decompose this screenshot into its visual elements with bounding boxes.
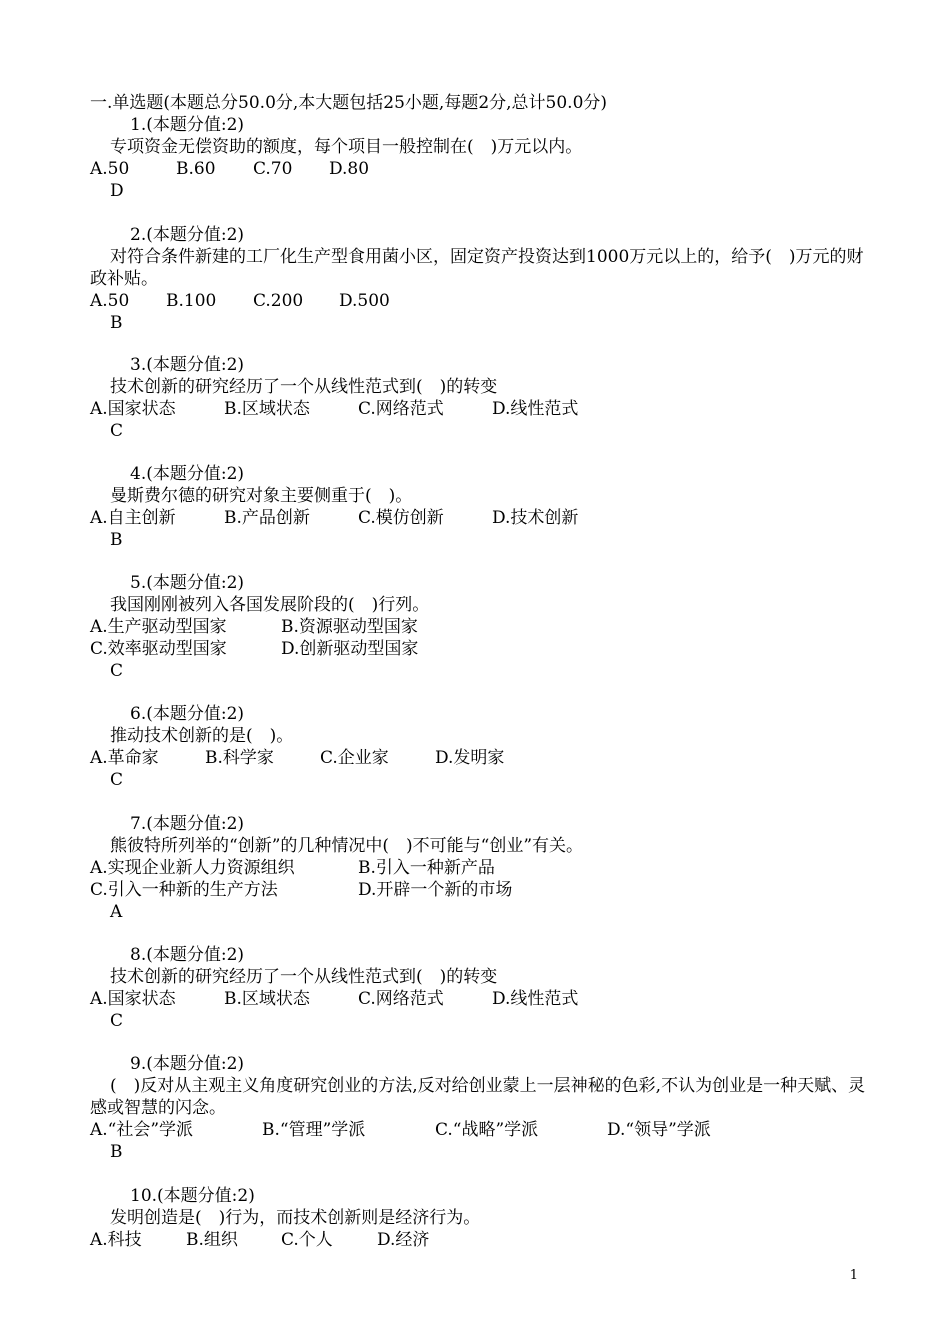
option-d: D.发明家	[435, 748, 505, 768]
option-a: A.50	[90, 159, 130, 179]
option-b: B.引入一种新产品	[358, 858, 495, 878]
option-a: A.革命家	[90, 748, 159, 768]
question-3	[90, 354, 870, 442]
option-a: A.实现企业新人力资源组织	[90, 858, 295, 878]
option-d: D.技术创新	[492, 508, 579, 528]
option-b: B.科学家	[205, 748, 274, 768]
option-b: B.100	[166, 291, 217, 311]
option-a: A.国家状态	[90, 989, 176, 1009]
answer: B	[110, 313, 123, 333]
question-10	[90, 1185, 870, 1251]
question-7	[90, 813, 870, 923]
page-number: 1	[849, 1268, 858, 1283]
question-1	[90, 114, 870, 202]
options-row	[90, 857, 870, 879]
options-row	[90, 1229, 870, 1251]
option-c: C.网络范式	[358, 989, 444, 1009]
option-c: C.网络范式	[358, 399, 444, 419]
question-6	[90, 703, 870, 791]
question-stem: 熊彼特所列举的“创新”的几种情况中( )不可能与“创业”有关。	[110, 836, 584, 856]
question-9	[90, 1053, 870, 1163]
answer: C	[110, 421, 124, 441]
question-stem: 技术创新的研究经历了一个从线性范式到( )的转变	[110, 377, 498, 397]
question-stem: 我国刚刚被列入各国发展阶段的( )行列。	[110, 595, 430, 615]
option-c: C.200	[253, 291, 304, 311]
option-c: C.企业家	[320, 748, 389, 768]
option-c: C.“战略”学派	[435, 1120, 539, 1140]
question-header: 4.(本题分值:2)	[130, 464, 245, 484]
option-c: C.个人	[281, 1230, 333, 1250]
options-row	[90, 507, 870, 529]
answer: D	[110, 181, 124, 201]
option-a: A.“社会”学派	[90, 1120, 194, 1140]
question-4	[90, 463, 870, 551]
question-header: 9.(本题分值:2)	[130, 1054, 245, 1074]
option-d: D.经济	[377, 1230, 430, 1250]
answer: C	[110, 770, 124, 790]
question-header: 8.(本题分值:2)	[130, 945, 245, 965]
question-2	[90, 224, 870, 334]
option-d: D.80	[329, 159, 370, 179]
option-a: A.生产驱动型国家	[90, 617, 227, 637]
question-header: 10.(本题分值:2)	[130, 1186, 255, 1206]
question-stem: 发明创造是( )行为，而技术创新则是经济行为。	[110, 1208, 481, 1228]
option-d: D.线性范式	[492, 399, 579, 419]
option-a: A.自主创新	[90, 508, 176, 528]
option-b: B.“管理”学派	[262, 1120, 366, 1140]
question-stem: 技术创新的研究经历了一个从线性范式到( )的转变	[110, 967, 498, 987]
answer: B	[110, 1142, 123, 1162]
option-b: B.产品创新	[224, 508, 310, 528]
options-row	[90, 988, 870, 1010]
answer: A	[110, 902, 123, 922]
question-header: 6.(本题分值:2)	[130, 704, 245, 724]
options-row	[90, 747, 870, 769]
option-a: A.国家状态	[90, 399, 176, 419]
option-b: B.组织	[186, 1230, 238, 1250]
option-b: B.资源驱动型国家	[281, 617, 418, 637]
answer: C	[110, 1011, 124, 1031]
option-d: D.“领导”学派	[607, 1120, 711, 1140]
question-stem: 专项资金无偿资助的额度，每个项目一般控制在( )万元以内。	[110, 137, 583, 157]
question-header: 1.(本题分值:2)	[130, 115, 245, 135]
option-c: C.70	[253, 159, 293, 179]
question-5	[90, 572, 870, 682]
options-row	[90, 1119, 870, 1141]
question-header: 5.(本题分值:2)	[130, 573, 245, 593]
options-row	[90, 158, 870, 180]
option-d: D.500	[339, 291, 390, 311]
option-b: B.60	[176, 159, 216, 179]
option-b: B.区域状态	[224, 989, 310, 1009]
section-title: 一.单选题(本题总分50.0分,本大题包括25小题,每题2分,总计50.0分)	[90, 93, 608, 113]
options-row	[90, 290, 870, 312]
option-d: D.线性范式	[492, 989, 579, 1009]
question-header: 3.(本题分值:2)	[130, 355, 245, 375]
option-a: A.50	[90, 291, 130, 311]
option-a: A.科技	[90, 1230, 142, 1250]
question-stem: 推动技术创新的是( )。	[110, 726, 294, 746]
question-stem: 曼斯费尔德的研究对象主要侧重于( )。	[110, 486, 413, 506]
option-c: C.效率驱动型国家	[90, 639, 227, 659]
options-row	[90, 879, 870, 901]
options-row	[90, 398, 870, 420]
options-row	[90, 616, 870, 638]
answer: B	[110, 530, 123, 550]
question-header: 7.(本题分值:2)	[130, 814, 245, 834]
answer: C	[110, 661, 124, 681]
question-stem: 对符合条件新建的工厂化生产型食用菌小区，固定资产投资达到1000万元以上的，给予( )万元的财政补贴。	[90, 247, 864, 289]
option-c: C.引入一种新的生产方法	[90, 880, 278, 900]
option-c: C.模仿创新	[358, 508, 444, 528]
option-d: D.开辟一个新的市场	[358, 880, 513, 900]
option-b: B.区域状态	[224, 399, 310, 419]
options-row	[90, 638, 870, 660]
question-header: 2.(本题分值:2)	[130, 225, 245, 245]
question-8	[90, 944, 870, 1032]
option-d: D.创新驱动型国家	[281, 639, 419, 659]
question-stem: ( )反对从主观主义角度研究创业的方法,反对给创业蒙上一层神秘的色彩,不认为创业是一种天赋、灵感或智慧的闪念。	[90, 1076, 866, 1118]
